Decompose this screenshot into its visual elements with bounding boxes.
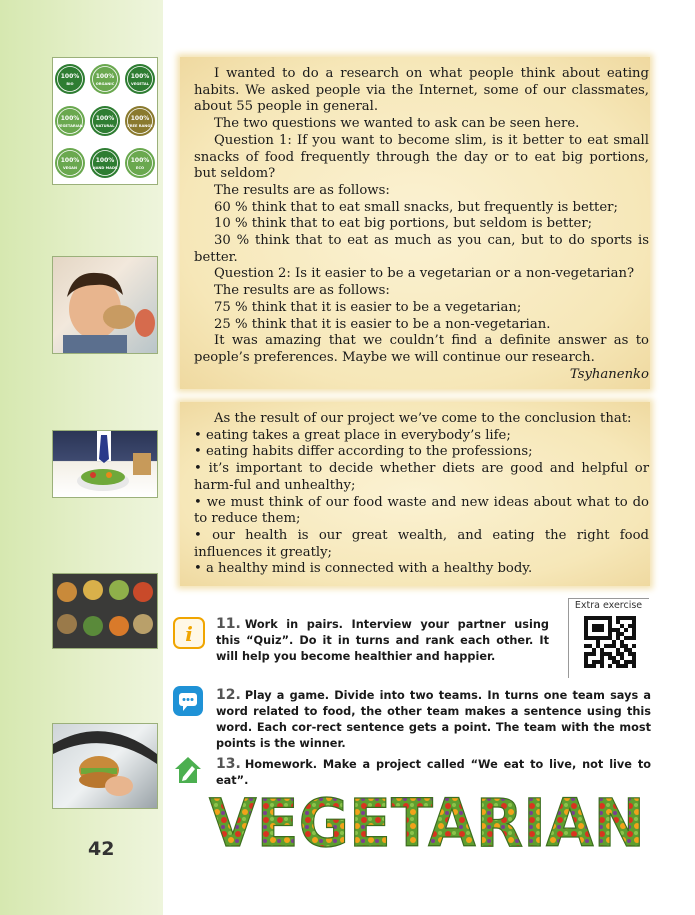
conclusion-bullet: • eating takes a great place in everybody’s life; (194, 428, 649, 445)
research-paragraph: 30 % think that to eat as much as you can, but to do sports is better. (194, 233, 649, 265)
vegetarian-banner (206, 788, 648, 854)
research-paragraph: 60 % think that to eat small snacks, but frequently is better; (214, 199, 618, 215)
svg-text:100%: 100% (130, 157, 150, 164)
conclusion-intro: As the result of our project we’ve come to the conclusion that: (214, 411, 632, 426)
chat-icon (173, 686, 203, 716)
svg-text:NATURAL: NATURAL (95, 124, 115, 128)
label-badge-icon (125, 148, 155, 178)
label-badge-icon (90, 106, 120, 136)
research-paragraph: It was amazing that we couldn’t find a definite answer as to people’s preferences. Maybe we will continue our research. (194, 333, 649, 365)
label-badge-icon (55, 148, 85, 178)
conclusion-bullet: • our health is our great wealth, and eating the right food influences it greatly; (194, 528, 649, 561)
research-paragraph: The results are as follows: (214, 283, 390, 299)
label-badge-icon (55, 106, 85, 136)
pencil-icon (173, 755, 203, 785)
svg-text:ORGANIC: ORGANIC (95, 82, 115, 86)
research-text (194, 66, 649, 383)
svg-text:HAND MADE: HAND MADE (92, 166, 118, 170)
exercise-13-text: Homework. Make a project called “We eat to live, not live to eat”. (216, 758, 651, 787)
banner-word: VEGETARIAN (209, 788, 645, 854)
svg-text:100%: 100% (130, 115, 150, 122)
conclusion-bullet: • a healthy mind is connected with a healthy body. (194, 561, 649, 578)
svg-text:100%: 100% (130, 73, 150, 80)
exercise-13-number: 13. (216, 756, 241, 772)
svg-text:100%: 100% (95, 157, 115, 164)
exercise-11-number: 11. (216, 616, 241, 632)
driver-eating-burger-image (52, 723, 158, 809)
research-paragraph: The results are as follows: (214, 182, 390, 198)
exercise-11 (216, 616, 549, 665)
vegetarian-labels-image (52, 57, 158, 185)
research-paragraph: Question 1: If you want to become slim, is it better to eat small snacks of food frequently through the day or to eat big portions, but seldom? (194, 132, 649, 182)
svg-text:VEGAN: VEGAN (63, 166, 77, 170)
label-badge-icon (55, 64, 85, 94)
conclusion-bullet: • we must think of our food waste and new ideas about what to do to reduce them; (194, 495, 649, 528)
research-paragraph: 25 % think that it is easier to be a non-vegetarian. (214, 316, 551, 332)
conclusion-bullet: • eating habits differ according to the professions; (194, 444, 649, 461)
svg-text:ECO: ECO (135, 166, 145, 170)
research-paragraph: 10 % think that to eat big portions, but seldom is better; (214, 216, 593, 232)
svg-text:BIO: BIO (66, 82, 74, 86)
svg-text:100%: 100% (60, 115, 80, 122)
qr-code-icon (584, 616, 636, 668)
label-badge-icon (90, 148, 120, 178)
label-badge-icon (90, 64, 120, 94)
businessman-salad-image (52, 430, 158, 498)
extra-exercise-qr[interactable] (568, 598, 649, 678)
research-paragraph: 75 % think that it is easier to be a vegetarian; (214, 299, 522, 315)
svg-text:VEGETARIAN: VEGETARIAN (57, 124, 83, 128)
svg-text:100%: 100% (95, 115, 115, 122)
exercise-12-number: 12. (216, 687, 241, 703)
exercise-11-text: Work in pairs. Interview your partner using this “Quiz”. Do it in turns and rank each other. It will help you become healthier and happier. (216, 618, 549, 663)
label-badge-icon (125, 64, 155, 94)
svg-text:VEGETAL: VEGETAL (131, 82, 149, 86)
svg-text:100%: 100% (60, 157, 80, 164)
research-paragraph: The two questions we wanted to ask can be seen here. (214, 116, 580, 132)
food-bowls-image (52, 573, 158, 649)
svg-text:FREE RANGE: FREE RANGE (127, 124, 153, 128)
research-paragraph: I wanted to do a research on what people think about eating habits. We asked people via the Internet, some of our classmates, about 55 people in general. (194, 66, 649, 115)
boy-eating-image (52, 256, 158, 354)
exercise-13 (216, 756, 651, 789)
exercise-12-text: Play a game. Divide into two teams. In turns one team says a word related to food, the other team makes a sentence using this word. Each cor-rect sentence gets a point. The team with the most points is the winner. (216, 689, 651, 750)
conclusion-text (194, 411, 649, 578)
label-badge-icon (125, 106, 155, 136)
svg-text:100%: 100% (95, 73, 115, 80)
exercise-12 (216, 687, 651, 752)
signature: Tsyhanenko (569, 366, 649, 382)
extra-exercise-label: Extra exercise (574, 600, 643, 611)
page-number: 42 (88, 838, 115, 860)
conclusion-bullet: • it’s important to decide whether diets are good and helpful or harm-ful and unhealthy; (194, 461, 649, 494)
research-paragraph: Question 2: Is it easier to be a vegetarian or a non-vegetarian? (214, 266, 635, 282)
svg-text:100%: 100% (60, 73, 80, 80)
info-icon: i (173, 617, 205, 649)
